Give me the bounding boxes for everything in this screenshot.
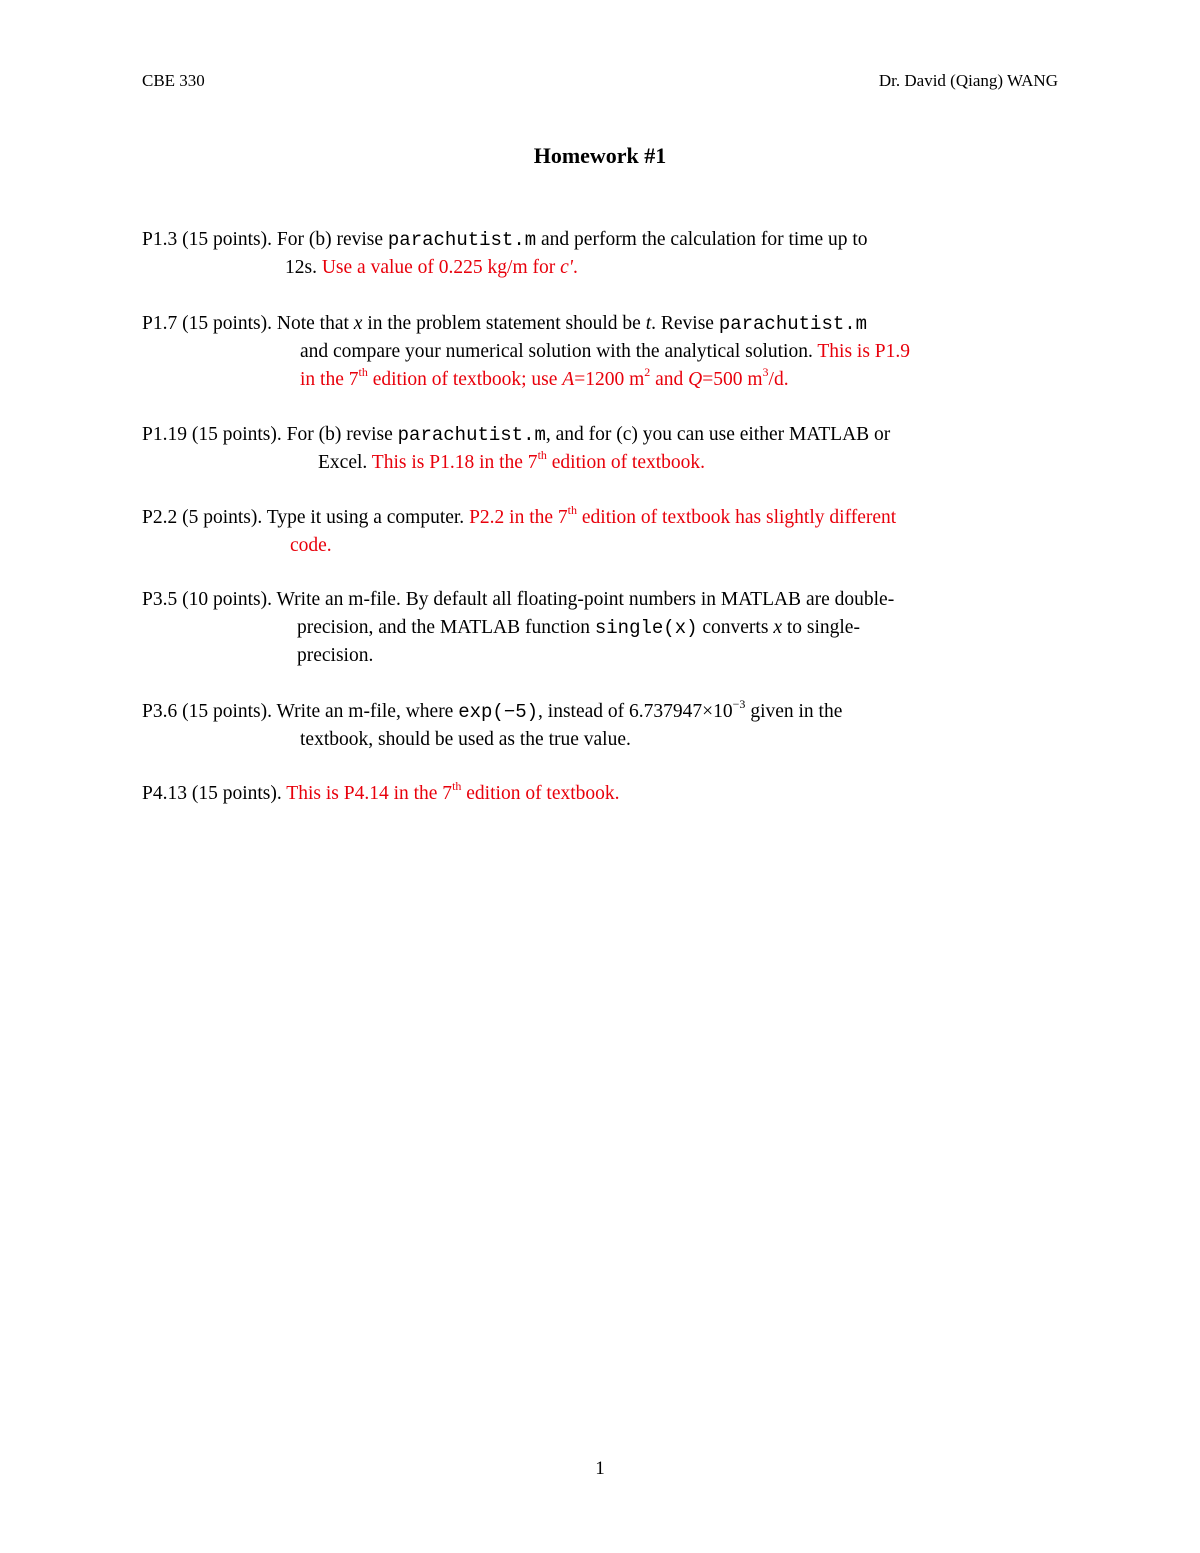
problem-p3-6 <box>142 698 842 754</box>
code-function: exp(−5) <box>458 701 539 723</box>
superscript: 3 <box>762 364 769 379</box>
note-text: P2.2 in the 7 <box>469 507 568 528</box>
problem-text: and perform the calculation for time up to <box>541 229 868 250</box>
problem-label: P2.2 (5 points). <box>142 507 263 528</box>
problem-text: given in the <box>750 701 843 722</box>
textbook-note <box>286 778 620 804</box>
problem-p4-13 <box>142 780 620 808</box>
note-text: . <box>572 257 578 278</box>
problem-continuation <box>142 449 890 477</box>
problem-text: and compare your numerical solution with the analytical solution. <box>300 341 813 362</box>
textbook-note <box>322 257 578 278</box>
problem-label: P4.13 (15 points). <box>142 783 282 804</box>
textbook-note <box>371 447 706 473</box>
note-text: Use a value of 0.225 kg/m for <box>321 257 556 278</box>
superscript: th <box>567 502 577 517</box>
variable: t <box>645 313 652 334</box>
header-course: CBE 330 <box>142 71 205 90</box>
problem-text: Write an m-file. By default all floating-point numbers in MATLAB are double- <box>276 589 895 610</box>
superscript: th <box>452 778 462 793</box>
problem-label: P1.19 (15 points). <box>142 424 282 445</box>
note-text: edition of textbook. <box>466 783 620 804</box>
problem-text: For (b) revise <box>286 424 393 445</box>
problem-text: to single- <box>786 617 860 638</box>
problem-text: For (b) revise <box>276 229 384 250</box>
problem-p1-7 <box>142 310 910 394</box>
note-text: edition of textbook; use <box>372 369 558 390</box>
problem-text: precision, and the MATLAB function <box>297 617 590 638</box>
superscript: −3 <box>732 696 746 711</box>
problem-p2-2 <box>142 504 896 560</box>
problem-text: 12s. <box>285 257 317 278</box>
problem-continuation: textbook, should be used as the true value. <box>300 729 631 750</box>
problem-continuation <box>142 338 910 366</box>
note-text: =1200 m <box>574 369 645 390</box>
textbook-note: This is P1.9 <box>817 341 911 362</box>
textbook-note <box>469 502 897 528</box>
problem-text: Note that <box>276 313 349 334</box>
variable: x <box>773 617 782 638</box>
problem-text: , instead of 6.737947×10 <box>538 701 733 722</box>
variable: Q <box>688 369 703 390</box>
problem-text: Write an m-file, where <box>276 701 454 722</box>
problem-text: converts <box>702 617 769 638</box>
superscript: th <box>537 447 547 462</box>
problem-label: P1.3 (15 points). <box>142 229 273 250</box>
note-text: This is P1.18 in the 7 <box>371 452 538 473</box>
textbook-note <box>142 366 910 394</box>
problem-p1-19 <box>142 421 890 477</box>
problem-label: P3.6 (15 points). <box>142 701 273 722</box>
variable: c' <box>560 257 573 278</box>
note-text: and <box>655 369 684 390</box>
problem-text: Excel. <box>318 452 368 473</box>
problem-text: . Revise <box>651 313 714 334</box>
note-text: This is P4.14 in the 7 <box>286 783 453 804</box>
problem-continuation: precision. <box>297 645 374 666</box>
variable: x <box>353 313 363 334</box>
problem-p3-5 <box>142 586 894 670</box>
note-text: /d. <box>768 369 789 390</box>
note-text: edition of textbook. <box>551 452 706 473</box>
code-function: single(x) <box>594 617 698 639</box>
note-text: in the 7 <box>300 369 359 390</box>
page-title: Homework #1 <box>533 143 667 168</box>
problem-text: in the problem statement should be <box>367 313 641 334</box>
problem-continuation <box>142 254 868 282</box>
textbook-note: code. <box>290 535 332 556</box>
note-text: edition of textbook has slightly different <box>581 507 897 528</box>
code-filename: parachutist.m <box>387 229 537 251</box>
problem-text: Type it using a computer. <box>266 507 465 528</box>
variable: A <box>562 369 575 390</box>
header-instructor: Dr. David (Qiang) WANG <box>878 71 1058 90</box>
superscript: 2 <box>644 364 651 379</box>
problem-label: P3.5 (10 points). <box>142 589 273 610</box>
page-number: 1 <box>595 1458 605 1479</box>
code-filename: parachutist.m <box>718 313 868 335</box>
problem-p1-3 <box>142 226 868 282</box>
problem-text: , and for (c) you can use either MATLAB or <box>545 424 891 445</box>
problem-label: P1.7 (15 points). <box>142 313 273 334</box>
note-text: =500 m <box>702 369 763 390</box>
superscript: th <box>358 364 368 379</box>
problem-continuation <box>142 614 894 642</box>
code-filename: parachutist.m <box>397 424 546 446</box>
